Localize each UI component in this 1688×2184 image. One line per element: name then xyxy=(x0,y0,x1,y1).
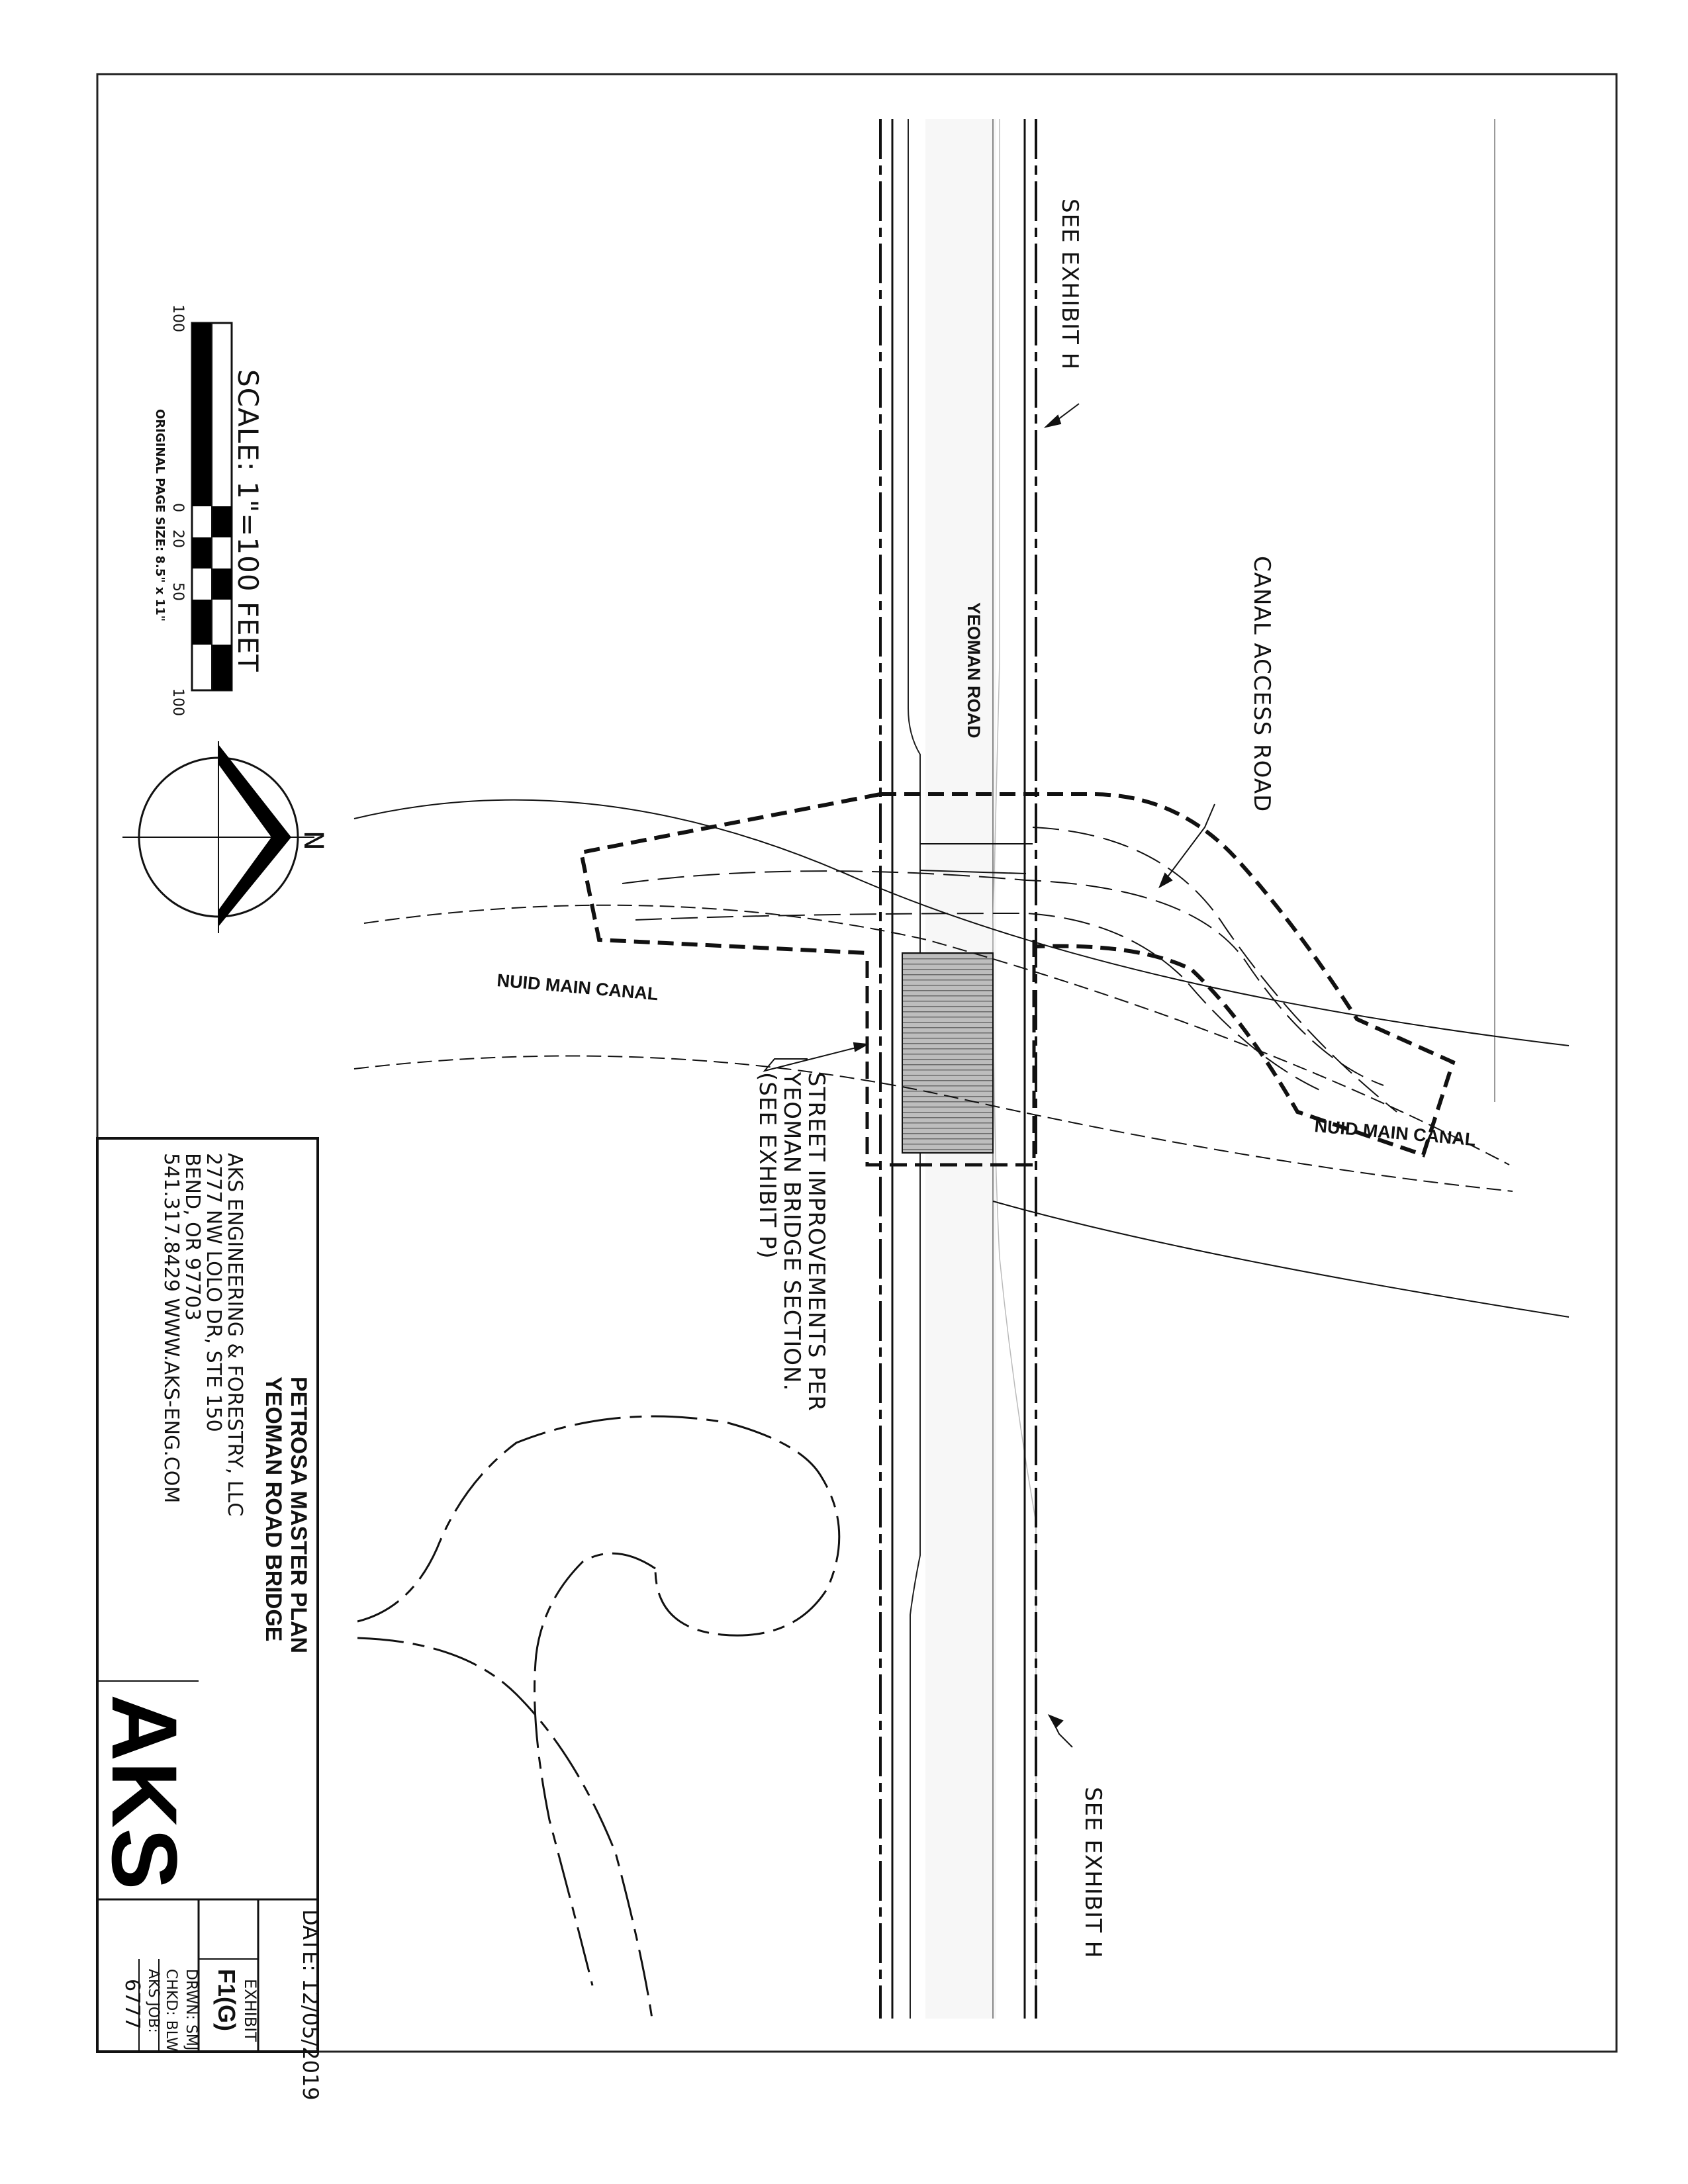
date-label: DATE: 12/05/2019 xyxy=(298,1909,323,2101)
scale-note: ORIGINAL PAGE SIZE: 8.5" x 11" xyxy=(153,409,167,622)
canal-access-centerlines xyxy=(622,827,1397,1112)
see-exhibit-bottom-label: SEE EXHIBIT H xyxy=(1080,1787,1106,1959)
sheet-border xyxy=(97,74,1617,2052)
north-arrow-icon xyxy=(122,741,314,933)
nuid-canal-left-label: NUID MAIN CANAL xyxy=(496,970,659,1005)
street-improvements-line1: STREET IMPROVEMENTS PER xyxy=(803,1072,829,1412)
yeoman-road-label: YEOMAN ROAD xyxy=(964,602,984,739)
street-improvements-line3: (SEE EXHIBIT P) xyxy=(754,1072,780,1259)
job-number: 6777 xyxy=(120,1979,144,2030)
bridge-deck xyxy=(902,953,993,1153)
scale-tick-0: 0 xyxy=(169,503,186,512)
nuid-canal-right-label: NUID MAIN CANAL xyxy=(1313,1116,1477,1150)
lower-left-roads xyxy=(357,1416,839,2019)
scale-tick-20: 20 xyxy=(169,529,186,548)
checked-by: CHKD: BLW xyxy=(163,1969,179,2052)
scale-tick-100-left: 100 xyxy=(169,304,186,332)
canal-access-road-label: CANAL ACCESS ROAD xyxy=(1248,556,1275,813)
aks-logo: AKS xyxy=(93,1694,197,1890)
canal-access-outline xyxy=(581,794,1453,1155)
sheet-title: YEOMAN ROAD BRIDGE xyxy=(261,1377,286,1642)
company-name: AKS ENGINEERING & FORESTRY, LLC xyxy=(223,1153,246,1517)
north-letter: N xyxy=(298,831,328,851)
company-address2: BEND, OR 97703 xyxy=(181,1153,204,1321)
scale-tick-100-right: 100 xyxy=(169,688,186,716)
project-title: PETROSA MASTER PLAN xyxy=(286,1377,311,1654)
scale-bar xyxy=(192,323,232,690)
street-improvements-line2: YEOMAN BRIDGE SECTION. xyxy=(778,1072,805,1392)
scale-title: SCALE: 1"=100 FEET xyxy=(232,369,264,672)
exhibit-label: EXHIBIT xyxy=(241,1979,259,2042)
exhibit-number: F1(G) xyxy=(213,1969,240,2031)
scale-tick-50: 50 xyxy=(169,582,186,601)
drawn-by: DRWN: SMJ xyxy=(183,1969,199,2051)
company-address1: 2777 NW LOLO DR, STE 150 xyxy=(202,1153,225,1432)
see-exhibit-top-label: SEE EXHIBIT H xyxy=(1056,199,1083,371)
job-label: AKS JOB: xyxy=(145,1969,162,2033)
company-contact: 541.317.8429 WWW.AKS-ENG.COM xyxy=(160,1153,183,1504)
